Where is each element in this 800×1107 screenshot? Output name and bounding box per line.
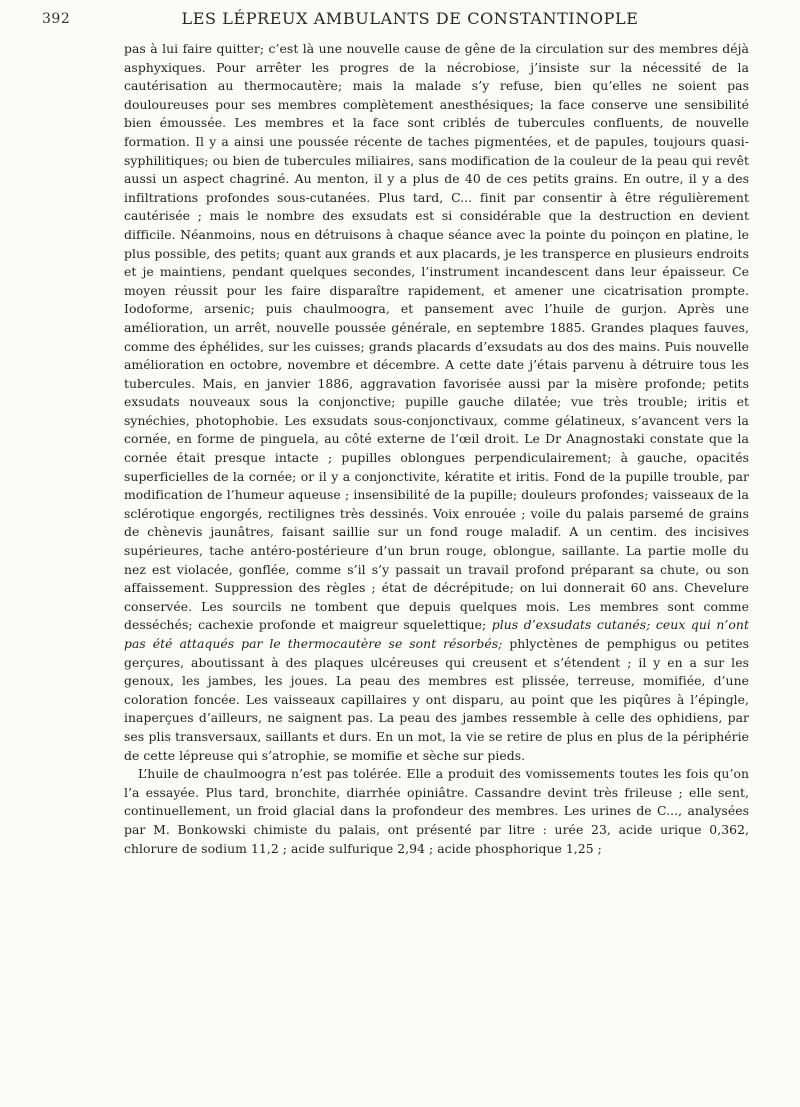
paragraph: L’huile de chaulmoogra n’est pas tolérée. Elle a produit des vomissements toutes les fois qu’on l’a essayée. Plus tard, bronchite, diarrhée opiniâtre. Cassandre devint très frileuse ; elle sent, continuellement, un froid glacial dans la profondeur des membres. Les urines de C..., analysées par M. Bonkowski chimiste du palais, ont présenté par litre : urée 23, acide urique 0,362, chlorure de sodium 11,2 ; acide sulfurique 2,94 ; acide phosphorique 1,25 ;	[124, 766, 749, 856]
page-number: 392	[42, 11, 71, 27]
paragraph	[124, 40, 749, 765]
body-text	[124, 40, 749, 858]
paragraph-text-continued: phlyctènes de pemphigus ou petites gerçures, aboutissant à des plaques ulcéreuses qui creusent et s’étendent ; il y en a sur les genoux, les jambes, les joues. La peau des membres est plissée, terreuse, momifiée, d’une coloration foncée. Les vaisseaux capillaires y ont disparu, au point que les piqûres à l’épingle, inaperçues d’ailleurs, ne saignent pas. La peau des jambes ressemble à celle des ophidiens, par ses plis transversaux, saillants et durs. En un mot, la vie se retire de plus en plus de la périphérie de cette lépreuse qui s’atrophie, se momifie et sèche sur pieds.	[124, 636, 749, 763]
running-head: LES LÉPREUX AMBULANTS DE CONSTANTINOPLE	[181, 9, 639, 28]
paragraph-text: pas à lui faire quitter; c’est là une nouvelle cause de gêne de la circulation sur des membres déjà asphyxiques. Pour arrêter les progres de la nécrobiose, j’insiste sur la nécessité de la cautérisation au thermocautère; mais la malade s’y refuse, bien qu’elles ne soient pas douloureuses pour ses membres complètement anesthésiques; la face conserve une sensibilité bien émoussée. Les membres et la face sont criblés de tubercules confluents, de nouvelle formation. Il y a ainsi une poussée récente de taches pigmentées, et de papules, toujours quasi-syphilitiques; ou bien de tubercules miliaires, sans modification de la couleur de la peau qui revêt aussi un aspect chagriné. Au menton, il y a plus de 40 de ces petits grains. En outre, il y a des infiltrations profondes sous-cutanées. Plus tard, C... finit par consentir à être régulièrement cautérisée ; mais le nombre des exsudats est si considérable que la destruction en devient difficile. Néanmoins, nous en détruisons à chaque séance avec la pointe du poinçon en platine, le plus possible, des petits; quant aux grands et aux placards, je les transperce en plusieurs endroits et je maintiens, pendant quelques secondes, l’instrument incandescent dans leur épaisseur. Ce moyen réussit pour les faire disparaître rapidement, et amener une cicatrisation prompte. Iodoforme, arsenic; puis chaulmoogra, et pansement avec l’huile de gurjon. Après une amélioration, un arrêt, nouvelle poussée générale, en septembre 1885. Grandes plaques fauves, comme des éphélides, sur les cuisses; grands placards d’exsudats au dos des mains. Puis nouvelle amélioration en octobre, novembre et décembre. A cette date j’étais parvenu à détruire tous les tubercules. Mais, en janvier 1886, aggravation favorisée aussi par la misère profonde; petits exsudats nouveaux sous la conjonctive; pupille gauche dilatée; vue très trouble; iritis et synéchies, photophobie. Les exsudats sous-conjonctivaux, comme gélatineux, s’avancent vers la cornée, en forme de pinguela, au côté externe de l’œil droit. Le Dr Anagnostaki constate que la cornée était presque intacte ; pupilles oblongues perpendiculairement; à gauche, opacités superficielles de la cornée; or il y a conjonctivite, kératite et iritis. Fond de la pupille trouble, par modification de l’humeur aqueuse ; insensibilité de la pupille; douleurs profondes; vaisseaux de la sclérotique engorgés, rectilignes très dessinés. Voix enrouée ; voile du palais parsemé de grains de chènevis jaunâtres, faisant saillie sur un fond rouge maladif. A un centim. des incisives supérieures, tache antéro-postérieure d’un brun rouge, oblongue, saillante. La partie molle du nez est violacée, gonflée, comme s’il s’y passait un travail profond préparant sa chute, ou son affaissement. Suppression des règles ; état de décrépitude; on lui donnerait 60 ans. Chevelure conservée. Les sourcils ne tombent que depuis quelques mois. Les membres sont comme desséchés; cachexie profonde et maigreur squelettique;	[124, 41, 749, 633]
italic-emphasis: plus d’exsudats cutanés; ceux qui n’ont pas été attaqués par le thermocautère se sont résorbés;	[124, 617, 749, 651]
